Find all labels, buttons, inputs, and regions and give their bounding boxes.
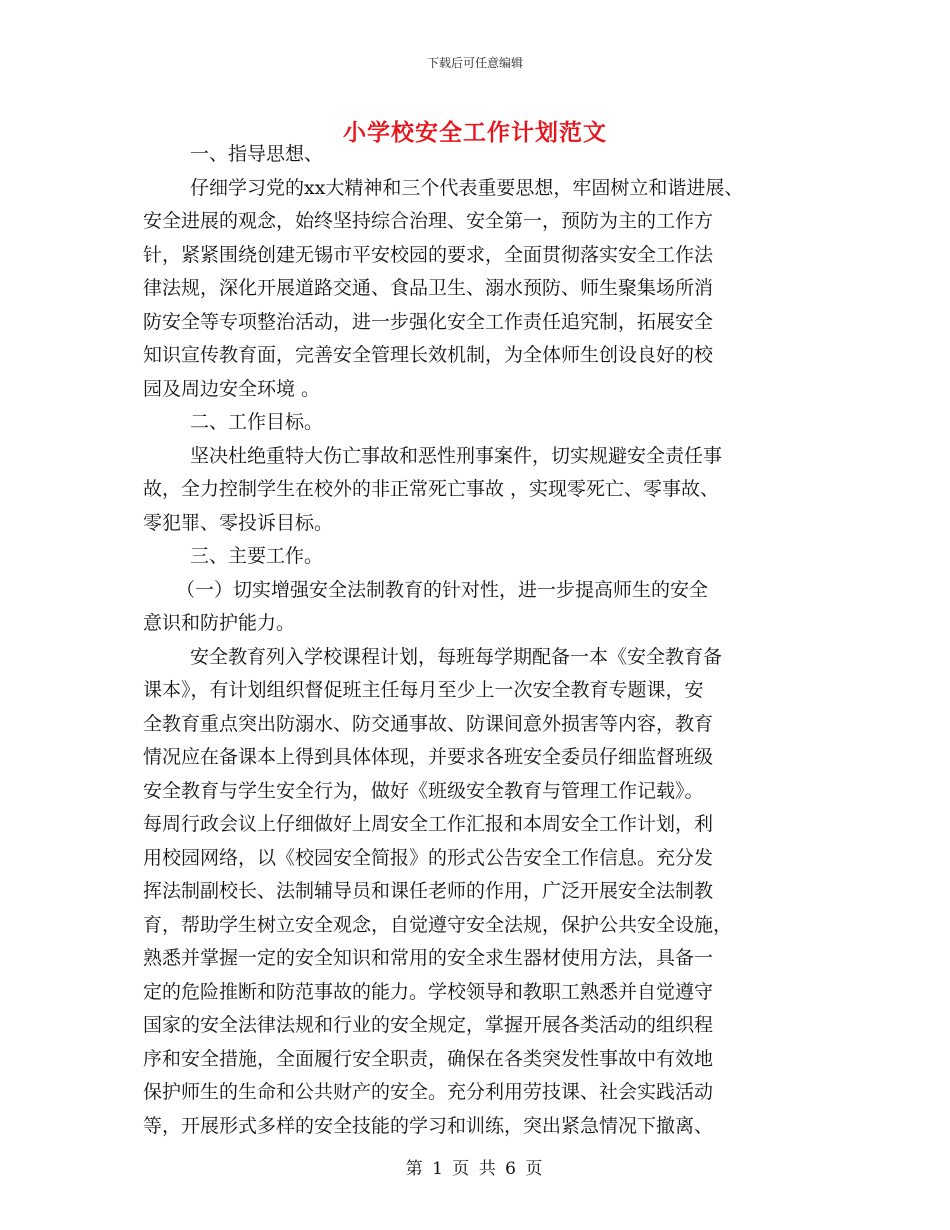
- paragraph-line: 防安全等专项整治活动，进一步强化安全工作责任追究制，拓展安全: [143, 310, 714, 333]
- paragraph-line: 用校园网络，以《校园安全简报》的形式公告安全工作信息。充分发: [143, 846, 714, 869]
- paragraph-line: 定的危险推断和防范事故的能力。学校领导和教职工熟悉并自觉遵守: [143, 980, 714, 1003]
- paragraph-line: 仔细学习党的xx大精神和三个代表重要思想，牢固树立和谐进展、: [190, 176, 744, 199]
- subsection-heading: （一）切实增强安全法制教育的针对性，进一步提高师生的安全: [176, 578, 709, 601]
- paragraph-line: 意识和防护能力。: [143, 612, 296, 634]
- paragraph-line: 故，全力控制学生在校外的非正常死亡事故 ，实现零死亡、零事故、: [143, 478, 720, 500]
- section-heading-3: 三、主要工作。: [190, 545, 324, 567]
- paragraph-line: 安全教育与学生安全行为，做好《班级安全教育与管理工作记载》。: [143, 779, 704, 802]
- section-heading-2: 二、工作目标。: [190, 411, 324, 433]
- paragraph-line: 挥法制副校长、法制辅导员和课任老师的作用，广泛开展安全法制教: [143, 880, 714, 902]
- paragraph-line: 零犯罪、零投诉目标。: [143, 511, 334, 534]
- paragraph-line: 国家的安全法律法规和行业的安全规定，掌握开展各类活动的组织程: [143, 1014, 714, 1036]
- paragraph-line: 育，帮助学生树立安全观念，自觉遵守安全法规，保护公共安全设施，: [143, 913, 733, 936]
- document-title: 小学校安全工作计划范文: [343, 119, 607, 146]
- paragraph-line: 针，紧紧围绕创建无锡市平安校园的要求，全面贯彻落实安全工作法: [143, 243, 714, 266]
- paragraph-line: 熟悉并掌握一定的安全知识和常用的安全求生器材使用方法，具备一: [143, 947, 714, 969]
- paragraph-line: 序和安全措施，全面履行安全职责，确保在各类突发性事故中有效地: [143, 1047, 714, 1070]
- paragraph-line: 情况应在备课本上得到具体体现，并要求各班安全委员仔细监督班级: [143, 746, 714, 768]
- paragraph-line: 园及周边安全环境 。: [143, 377, 321, 400]
- paragraph-line: 课本》，有计划组织督促班主任每月至少上一次安全教育专题课，安: [143, 679, 704, 701]
- page-number-footer: 第 1 页 共 6 页: [405, 1159, 545, 1179]
- paragraph-line: 坚决杜绝重特大伤亡事故和恶性刑事案件，切实规避安全责任事: [190, 444, 723, 467]
- paragraph-line: 安全进展的观念，始终坚持综合治理、安全第一，预防为主的工作方: [143, 210, 714, 232]
- paragraph-line: 等，开展形式多样的安全技能的学习和训练，突出紧急情况下撤离、: [143, 1114, 714, 1137]
- header-note: 下载后可任意编辑: [426, 56, 523, 70]
- paragraph-line: 每周行政会议上仔细做好上周安全工作汇报和本周安全工作计划，利: [143, 813, 714, 835]
- paragraph-line: 全教育重点突出防溺水、防交通事故、防课间意外损害等内容，教育: [143, 712, 714, 735]
- paragraph-line: 保护师生的生命和公共财产的安全。充分利用劳技课、社会实践活动: [143, 1081, 714, 1103]
- paragraph-line: 律法规，深化开展道路交通、食品卫生、溺水预防、师生聚集场所消: [143, 277, 714, 299]
- paragraph-line: 知识宣传教育面，完善安全管理长效机制，为全体师生创设良好的校: [143, 344, 714, 366]
- section-heading-1: 一、指导思想、: [190, 143, 324, 165]
- paragraph-line: 安全教育列入学校课程计划，每班每学期配备一本《安全教育备: [190, 645, 723, 668]
- document-body: [143, 138, 803, 1143]
